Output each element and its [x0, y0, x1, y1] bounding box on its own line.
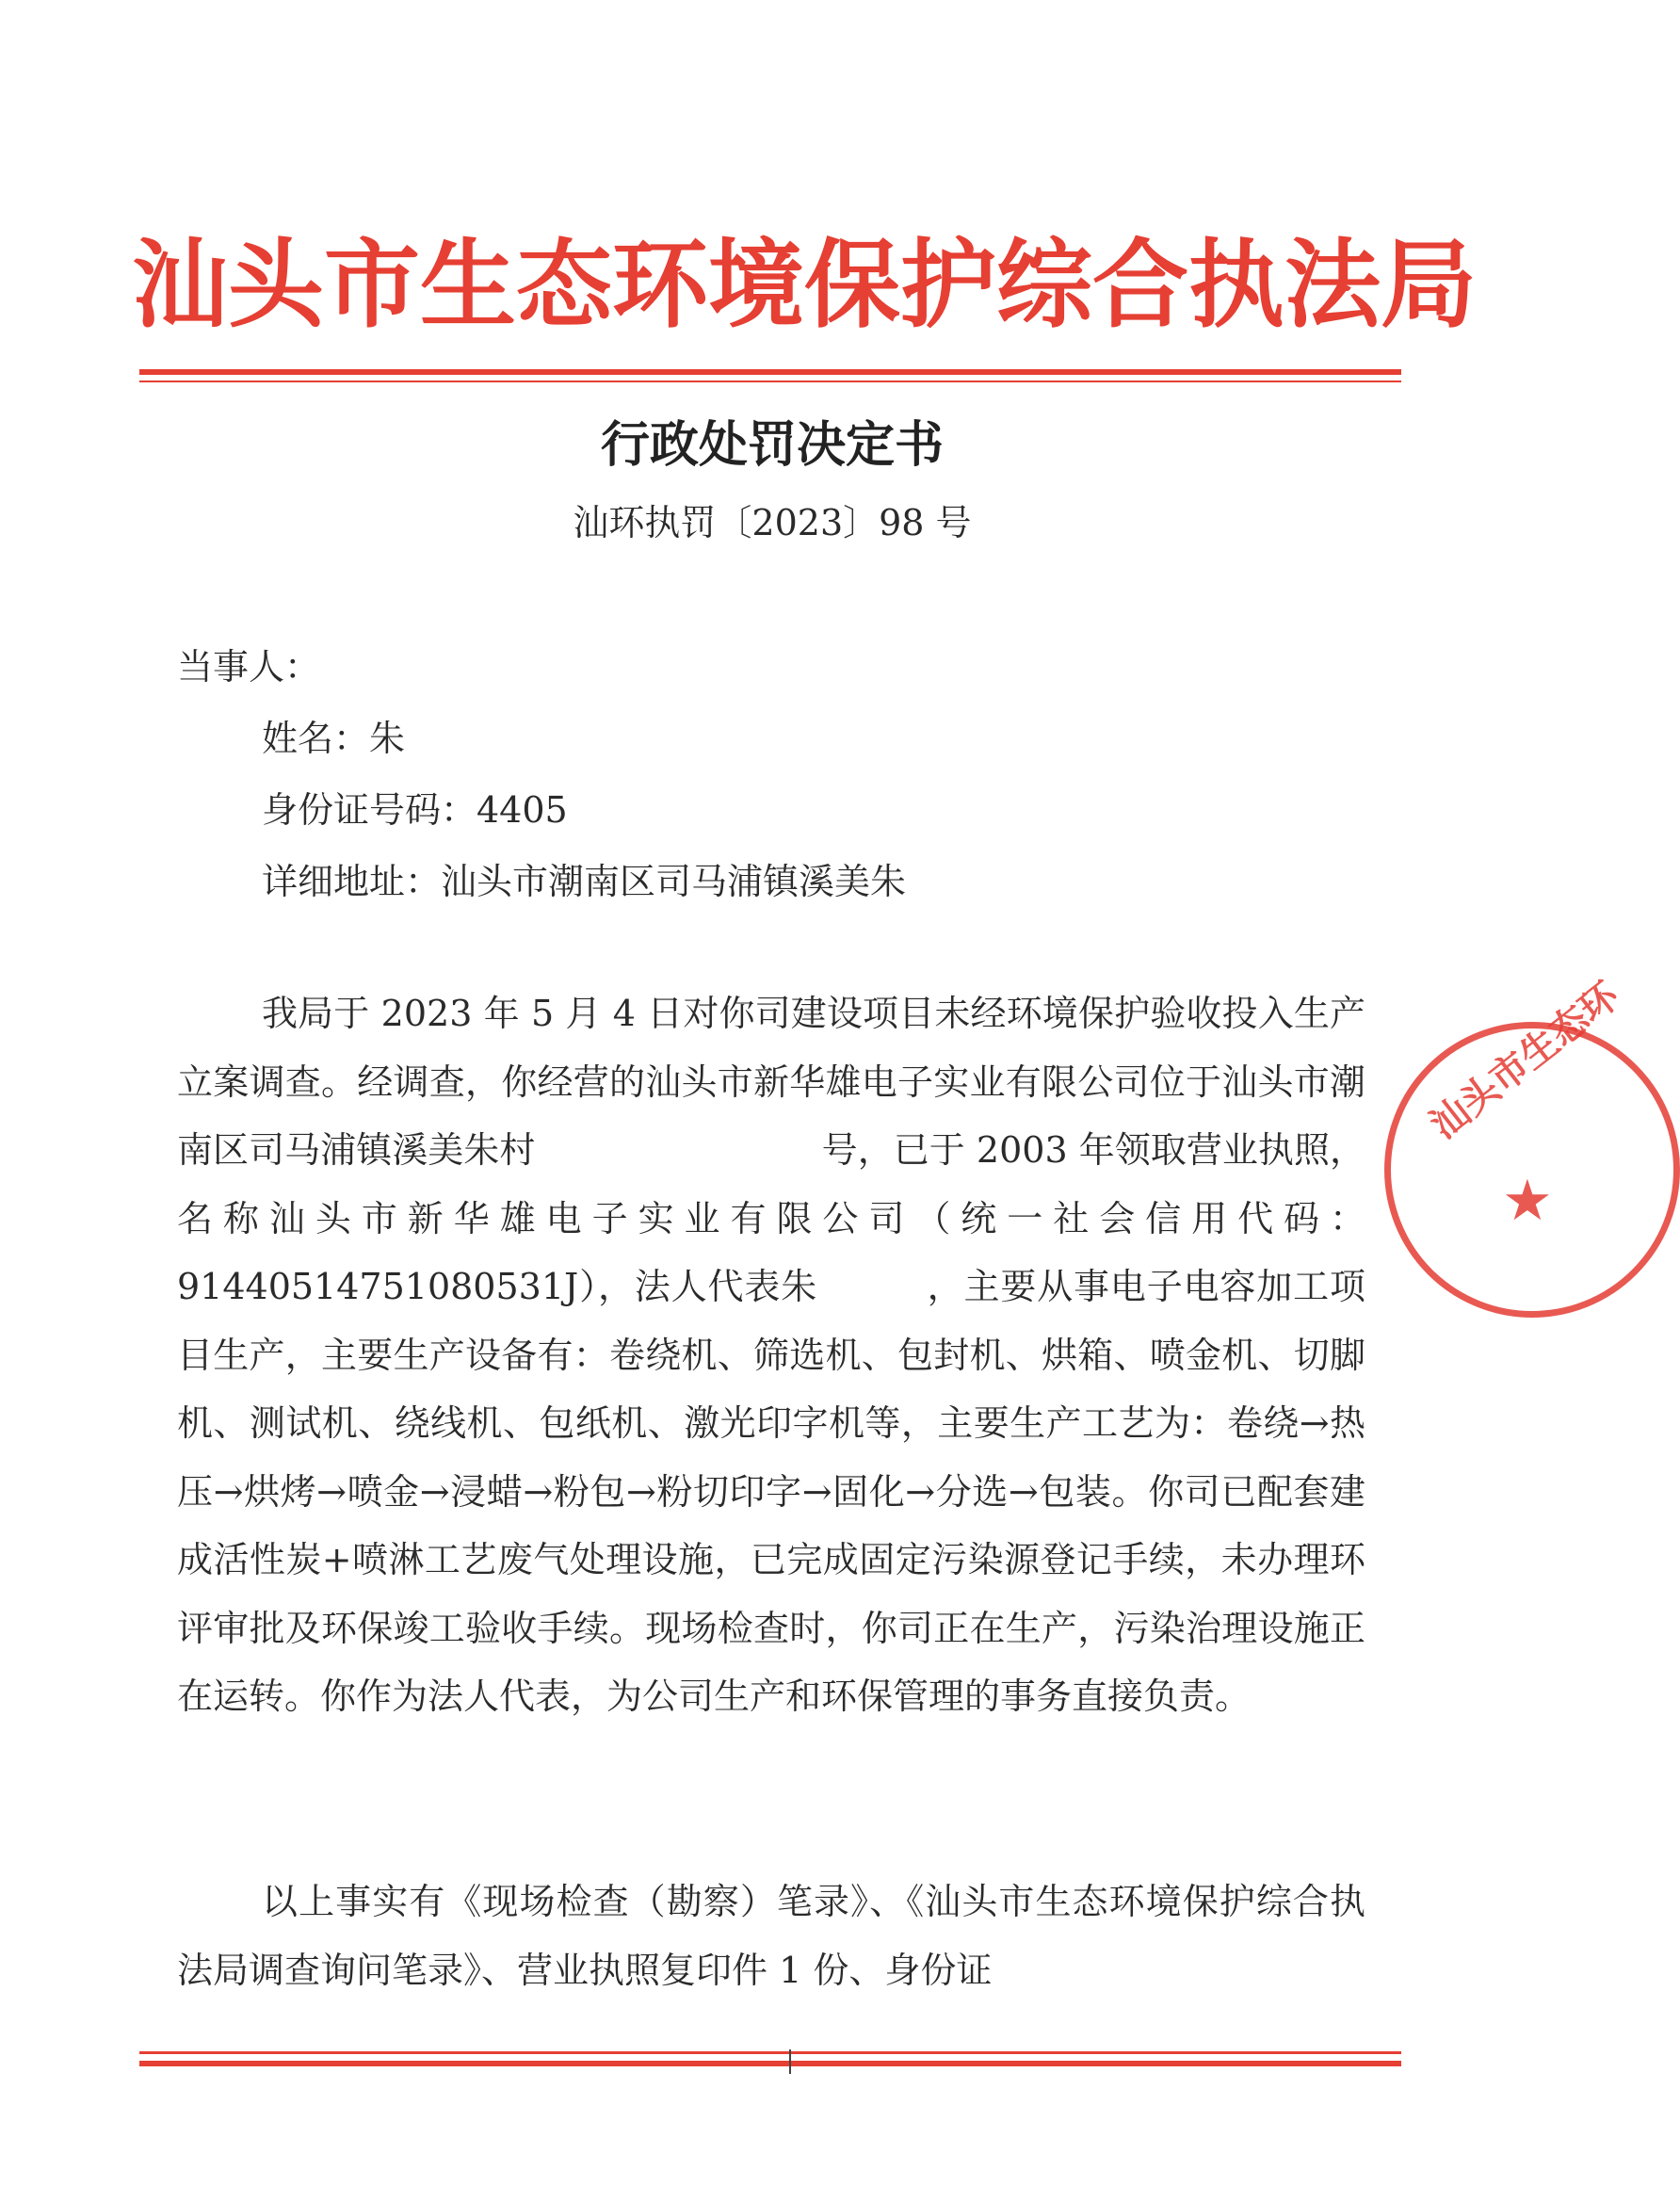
- footer-rule-thin: [139, 2051, 1401, 2054]
- body-paragraph-facts: 我局于 2023 年 5 月 4 日对你司建设项目未经环境保护验收投入生产立案调查。经调查，你经营的汕头市新华雄电子实业有限公司位于汕头市潮南区司马浦镇溪美朱村 号，已于 2003 年领取营业执照，名称汕头市新华雄电子实业有限公司（统一社会信用代码：91440514751080531J），法人代表朱 ，主要从事电子电容加工项目生产，主要生产设备有：卷绕机、筛选机、包封机、烘箱、喷金机、切脚机、测试机、绕线机、包纸机、激光印字机等，主要生产工艺为：卷绕→热压→烘烤→喷金→浸蜡→粉包→粉切印字→固化→分选→包装。你司已配套建成活性炭+喷淋工艺废气处理设施，已完成固定污染源登记手续，未办理环评审批及环保竣工验收手续。现场检查时，你司正在生产，污染治理设施正在运转。你作为法人代表，为公司生产和环保管理的事务直接负责。: [177, 993, 1365, 1717]
- organization-title: 汕头市生态环境保护综合执法局: [132, 229, 1477, 342]
- party-id-number: 身份证号码：4405: [262, 789, 568, 831]
- page-mark: [789, 2049, 791, 2074]
- header-rule-thick: [139, 369, 1401, 375]
- body-paragraph-evidence: 以上事实有《现场检查（勘察）笔录》、《汕头市生态环境保护综合执法局调查询问笔录》、营业执照复印件 1 份、身份证: [177, 1881, 1365, 1991]
- party-info: [177, 631, 906, 917]
- seal-star-icon: ★: [1502, 1168, 1553, 1234]
- party-label: 当事人：: [177, 646, 321, 688]
- header-rule-thin: [139, 380, 1401, 382]
- party-name: 姓名：朱: [262, 718, 406, 759]
- footer-rule-thick: [139, 2061, 1401, 2066]
- document-type-title: 行政处罚决定书: [600, 417, 944, 474]
- party-address: 详细地址：汕头市潮南区司马浦镇溪美朱: [262, 861, 907, 902]
- official-seal-text: 汕头市生态环: [1421, 973, 1627, 1148]
- document-number: 汕环执罚〔2023〕98 号: [573, 502, 972, 543]
